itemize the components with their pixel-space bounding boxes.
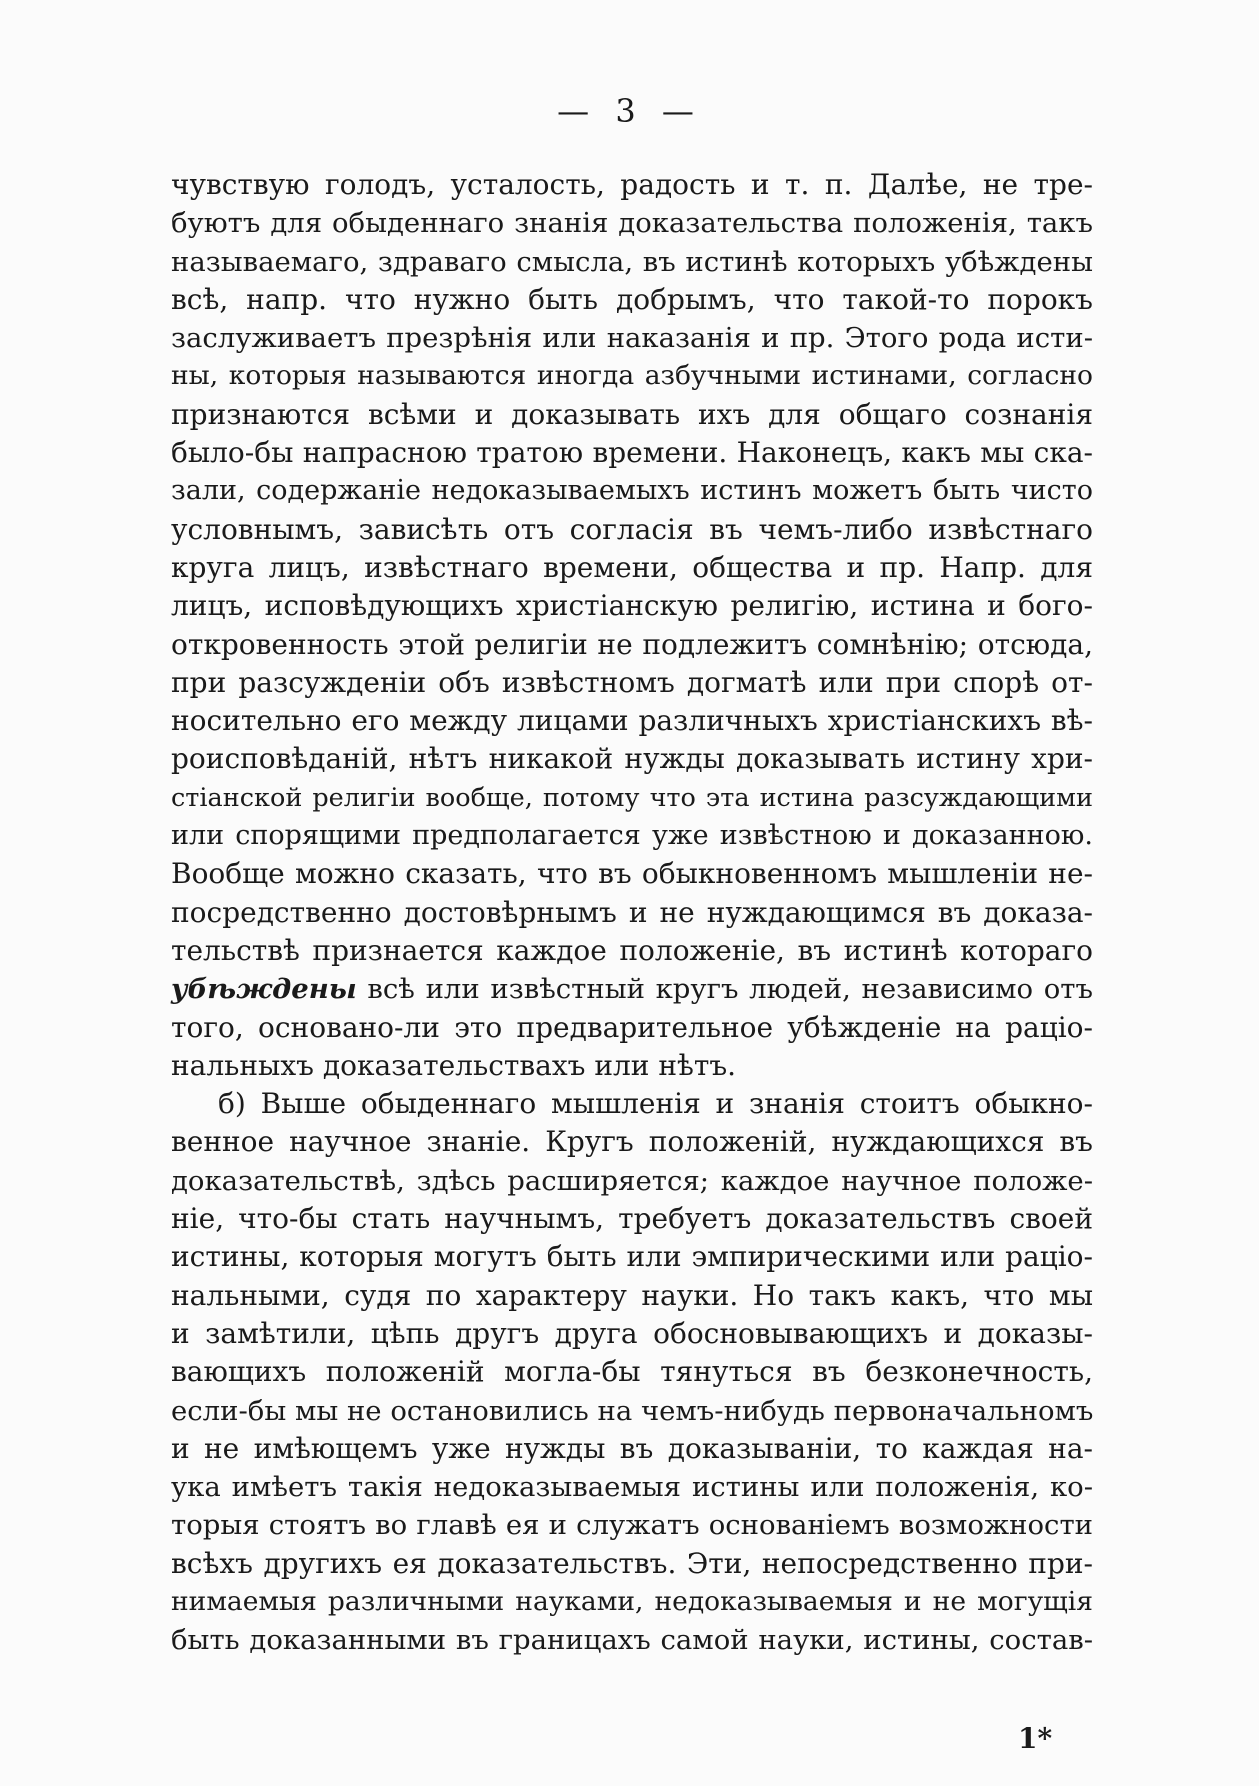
text-line: называемаго, здраваго смысла, въ истинѣ которыхъ убѣждены xyxy=(171,245,1093,278)
text-line: буютъ для обыденнаго знанія доказательства положенія, такъ xyxy=(171,207,1093,240)
text-line: круга лицъ, извѣстнаго времени, общества и пр. Напр. для xyxy=(171,550,1093,584)
text-line: быть доказанными въ границахъ самой науки, истины, состав- xyxy=(171,1624,1093,1657)
text-line: б) Выше обыденнаго мышленія и знанія стоитъ обыкно- xyxy=(218,1087,1093,1121)
text-line: посредственно достовѣрнымъ и не нуждающимся въ доказа- xyxy=(171,895,1093,929)
page-number: — 3 — xyxy=(557,92,702,130)
text-line: всѣхъ другихъ ея доказательствъ. Эти, непосредственно при- xyxy=(171,1546,1093,1580)
text-line: при разсужденіи объ извѣстномъ догматѣ или при спорѣ от- xyxy=(171,665,1093,699)
text-line: нальныхъ доказательствахъ или нѣтъ. xyxy=(171,1048,737,1082)
text-line: тельствѣ признается каждое положеніе, въ истинѣ котораго xyxy=(171,933,1093,967)
emphasis-line-rest: всѣ или извѣстный кругъ людей, независимо отъ xyxy=(356,973,1093,1006)
text-line: если-бы мы не остановились на чемъ-нибудь первоначальномъ xyxy=(171,1394,1094,1427)
text-line: Вообще можно сказать, что въ обыкновенномъ мышленіи не- xyxy=(171,857,1093,891)
text-line: заслуживаетъ презрѣнія или наказанія и пр. Этого рода исти- xyxy=(171,322,1093,355)
paragraph-1 xyxy=(171,166,1093,1085)
text-line: вающихъ положеній могла-бы тянуться въ безконечность, xyxy=(171,1355,1093,1389)
text-line: лицъ, исповѣдующихъ христіанскую религію, истина и бого- xyxy=(171,589,1093,623)
text-line: венное научное знаніе. Кругъ положеній, нуждающихся въ xyxy=(171,1125,1093,1159)
text-line: ны, которыя называются иногда азбучными истинами, согласно xyxy=(171,360,1093,392)
text-line: того, основано-ли это предварительное убѣжденіе на раціо- xyxy=(171,1010,1093,1044)
text-line: истины, которыя могутъ быть или эмпирическими или раціо- xyxy=(171,1240,1093,1274)
body-text xyxy=(171,166,1093,1660)
signature-mark: 1* xyxy=(1018,1722,1053,1755)
text-line: откровенность этой религіи не подлежитъ сомнѣнію; отсюда, xyxy=(171,627,1093,661)
text-line: ука имѣетъ такія недоказываемыя истины или положенія, ко- xyxy=(171,1471,1093,1504)
text-line: всѣ, напр. что нужно быть добрымъ, что такой-то порокъ xyxy=(171,282,1093,316)
emphasized-word: убѣждены xyxy=(171,973,357,1006)
text-line: ніе, что-бы стать научнымъ, требуетъ доказательствъ своей xyxy=(171,1202,1093,1236)
text-line: торыя стоятъ во главѣ ея и служатъ основаніемъ возможности xyxy=(171,1509,1093,1542)
text-line: и не имѣющемъ уже нужды въ доказываніи, то каждая на- xyxy=(171,1431,1093,1465)
text-line: чувствую голодъ, усталость, радость и т. п. Далѣе, не тре- xyxy=(171,168,1093,201)
text-line: было-бы напрасною тратою времени. Наконецъ, какъ мы ска- xyxy=(171,436,1093,470)
text-line: доказательствѣ, здѣсь расширяется; каждое научное положе- xyxy=(171,1164,1093,1197)
text-line: носительно его между лицами различныхъ христіанскихъ вѣ- xyxy=(171,704,1093,738)
text-line: условнымъ, зависѣть отъ согласія въ чемъ-либо извѣстнаго xyxy=(171,512,1093,546)
paragraph-2 xyxy=(171,1085,1093,1659)
text-line: или спорящими предполагается уже извѣстною и доказанною. xyxy=(171,820,1093,852)
text-line: и замѣтили, цѣпь другъ друга обосновывающихъ и доказы- xyxy=(171,1316,1093,1350)
text-line: признаются всѣми и доказывать ихъ для общаго сознанія xyxy=(171,397,1093,431)
text-line: роисповѣданій, нѣтъ никакой нужды доказывать истину хри- xyxy=(171,742,1093,776)
text-line: стіанской религіи вообще, потому что эта истина разсуждающими xyxy=(171,782,1093,813)
text-line-emphasis xyxy=(171,970,1093,1008)
text-line: зали, содержаніе недоказываемыхъ истинъ можетъ быть чисто xyxy=(171,475,1093,507)
text-line: нимаемыя различными науками, недоказываемыя и не могущія xyxy=(171,1585,1093,1617)
text-line: нальными, судя по характеру науки. Но такъ какъ, что мы xyxy=(171,1278,1093,1312)
